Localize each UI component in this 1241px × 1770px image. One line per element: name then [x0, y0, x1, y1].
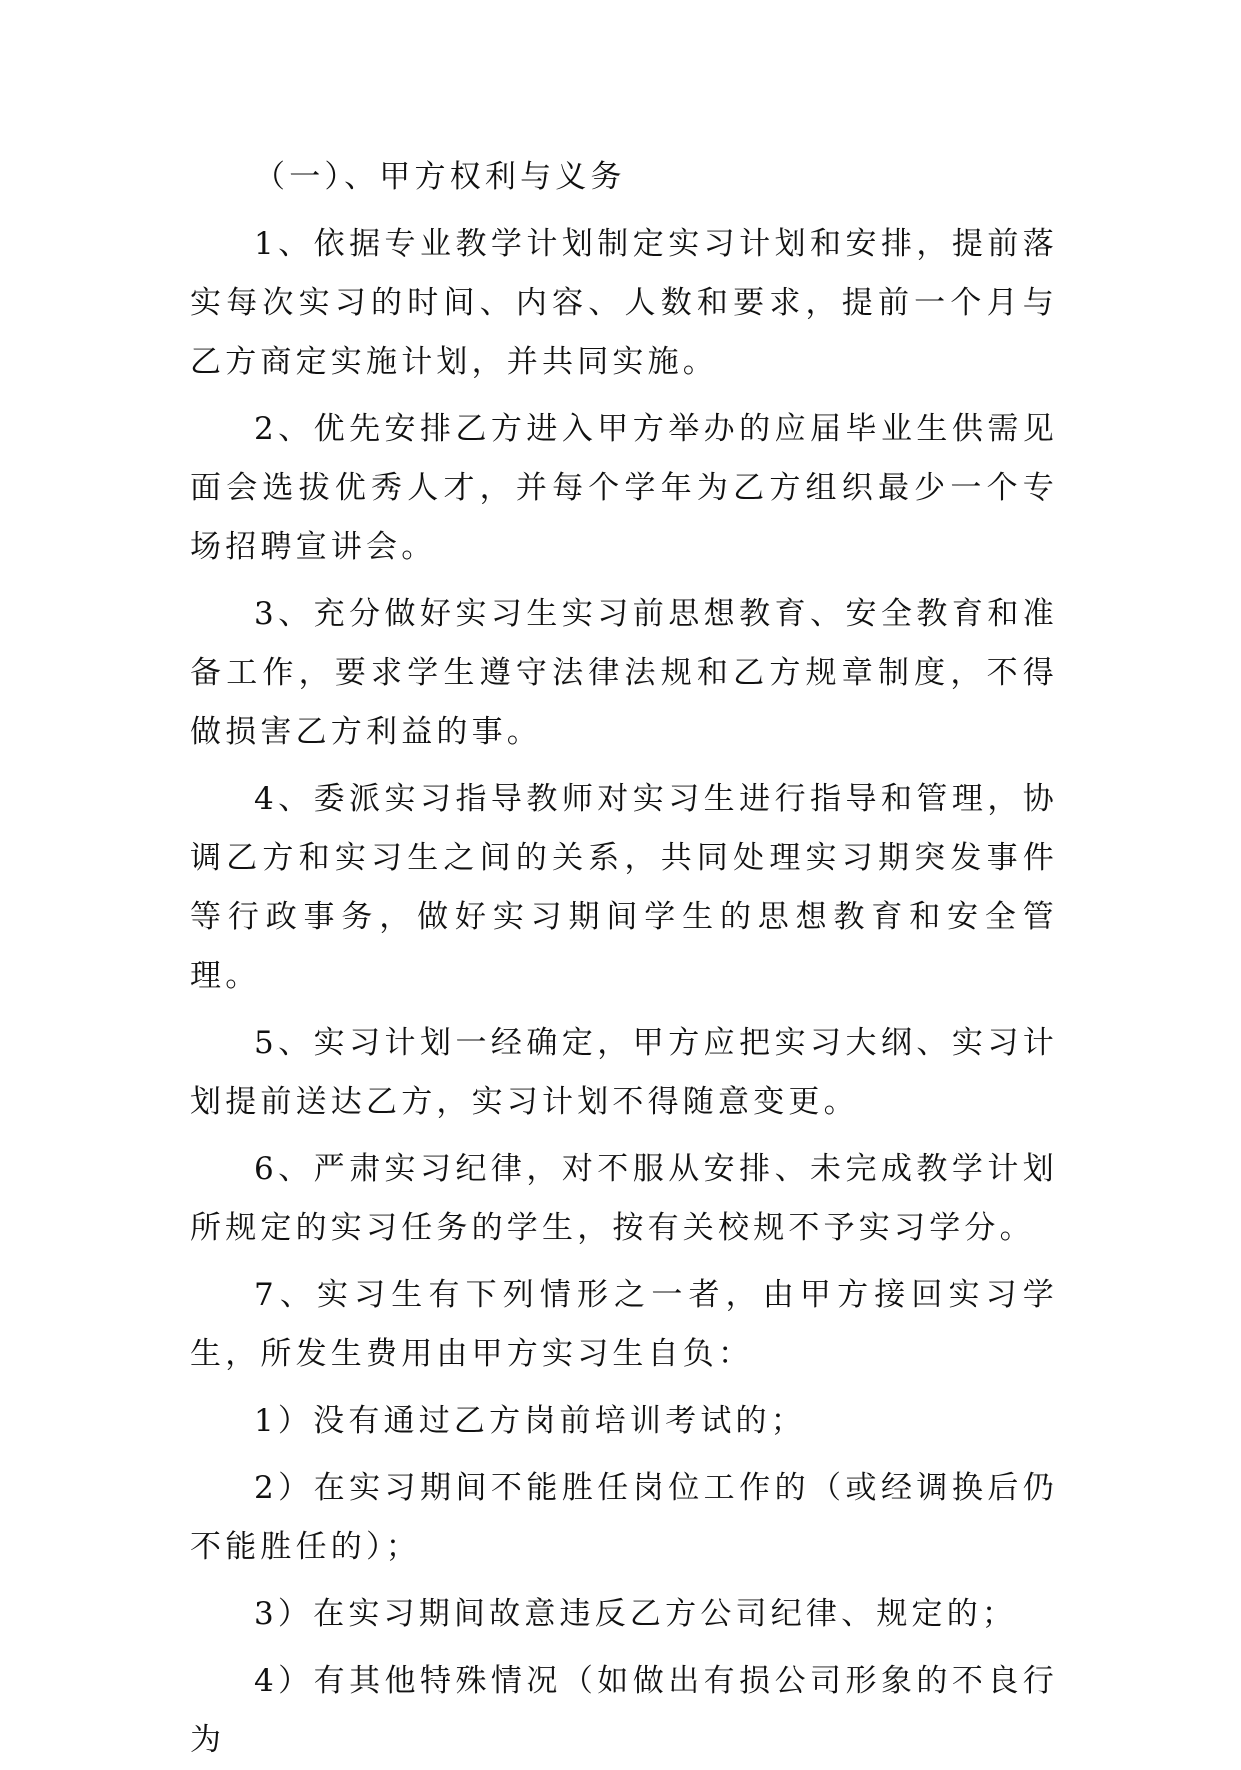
paragraph-7: 7、实习生有下列情形之一者，由甲方接回实习学生，所发生费用由甲方实习生自负：	[190, 1277, 1058, 1372]
paragraph-3: 3、充分做好实习生实习前思想教育、安全教育和准备工作，要求学生遵守法律法规和乙方规章制度，不得做损害乙方利益的事。	[190, 596, 1058, 750]
paragraph-4: 4、委派实习指导教师对实习生进行指导和管理，协调乙方和实习生之间的关系，共同处理实习期突发事件等行政事务，做好实习期间学生的思想教育和安全管理。	[190, 781, 1058, 994]
paragraph-1: 1、依据专业教学计划制定实习计划和安排，提前落实每次实习的时间、内容、人数和要求，提前一个月与乙方商定实施计划，并共同实施。	[190, 226, 1058, 380]
spacer	[190, 577, 1058, 585]
spacer	[190, 207, 1058, 215]
list-item-1: 1）没有通过乙方岗前培训考试的；	[254, 1403, 806, 1439]
list-item-2: 2）在实习期间不能胜任岗位工作的（或经调换后仍不能胜任的）；	[190, 1470, 1058, 1565]
spacer	[190, 1451, 1058, 1459]
paragraph-2: 2、优先安排乙方进入甲方举办的应届毕业生供需见面会选拔优秀人才，并每个学年为乙方组织最少一个专场招聘宣讲会。	[190, 411, 1058, 565]
paragraph-6: 6、严肃实习纪律，对不服从安排、未完成教学计划所规定的实习任务的学生，按有关校规不予实习学分。	[190, 1151, 1058, 1246]
spacer	[190, 1006, 1058, 1014]
document-body	[190, 148, 1058, 1770]
spacer	[190, 392, 1058, 400]
spacer	[190, 1258, 1058, 1266]
spacer	[190, 1384, 1058, 1392]
spacer	[190, 1577, 1058, 1585]
spacer	[190, 1132, 1058, 1140]
spacer	[190, 762, 1058, 770]
list-item-4: 4）有其他特殊情况（如做出有损公司形象的不良行为	[190, 1663, 1058, 1758]
section-heading: （一）、甲方权利与义务	[254, 159, 626, 195]
list-item-3: 3）在实习期间故意违反乙方公司纪律、规定的；	[254, 1596, 1018, 1632]
spacer	[190, 1644, 1058, 1652]
paragraph-5: 5、实习计划一经确定，甲方应把实习大纲、实习计划提前送达乙方，实习计划不得随意变更。	[190, 1025, 1058, 1120]
